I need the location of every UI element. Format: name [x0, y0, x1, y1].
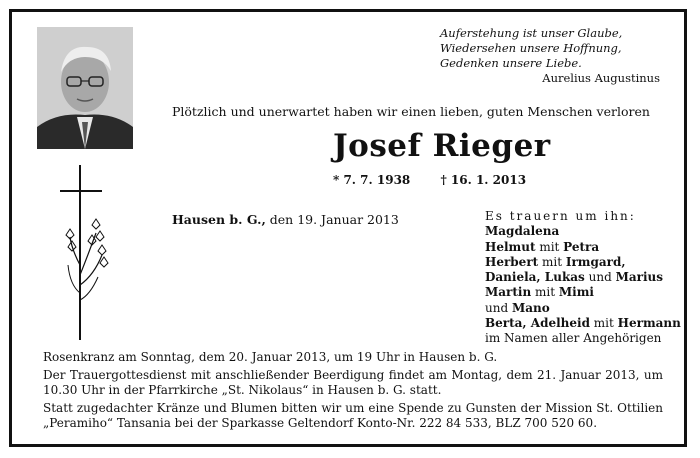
mourner-line [485, 285, 681, 300]
quote-line: Wiedersehen unsere Hoffnung, [440, 41, 622, 55]
mourner-line [485, 331, 681, 346]
service-notes [43, 350, 663, 434]
intro-text: Plötzlich und unerwartet haben wir einen lieben, guten Menschen verloren [172, 104, 650, 119]
mourner-text: Irmgard, [565, 254, 626, 269]
mourner-line [485, 270, 681, 285]
portrait-photo [37, 27, 133, 149]
life-dates [333, 173, 552, 187]
donation-note: Statt zugedachter Kränze und Blumen bitten wir um eine Spende zu Gunsten der Mission St. Ottilien „Peramiho“ Tansania bei der Sparkasse Geltendorf Konto-Nr. 222 84 533, BLZ 700 520 60. [43, 401, 663, 430]
mourners-list [485, 209, 681, 347]
mourner-text: Herbert [485, 254, 539, 269]
death-date: † 16. 1. 2013 [440, 173, 527, 187]
deceased-name: Josef Rieger [333, 128, 551, 164]
mourner-text: Helmut [485, 239, 536, 254]
quote-line: Auferstehung ist unser Glaube, [440, 26, 623, 40]
place-name: Hausen b. G., [172, 212, 266, 227]
quote-line: Gedenken unsere Liebe. [440, 56, 582, 70]
mourner-text: Petra [563, 239, 600, 254]
mourner-line [485, 301, 681, 316]
mourner-line [485, 255, 681, 270]
mourner-text: und [584, 270, 616, 285]
mourners-header: Es trauern um ihn: [485, 209, 636, 223]
mourner-text: mit [538, 254, 566, 269]
birth-date: * 7. 7. 1938 [333, 173, 411, 187]
quote-author: Aurelius Augustinus [542, 71, 660, 85]
cross-with-wheat-icon [58, 165, 118, 340]
mourner-text: Martin [485, 285, 532, 300]
mourner-text: Hermann [617, 316, 681, 331]
mourner-text: Mano [511, 300, 550, 315]
notice-date: den 19. Januar 2013 [265, 212, 399, 227]
mourner-text: und [485, 300, 512, 315]
epitaph-quote [440, 26, 660, 86]
place-and-date [172, 212, 399, 227]
mourner-text: im Namen aller Angehörigen [485, 331, 662, 346]
mourner-text: Daniela, Lukas [485, 270, 585, 285]
mourner-text: mit [589, 316, 618, 331]
mourner-text: Magdalena [485, 224, 560, 239]
mourner-text: Marius [615, 270, 663, 285]
mourner-line [485, 240, 681, 255]
rosary-note: Rosenkranz am Sonntag, dem 20. Januar 2013, um 19 Uhr in Hausen b. G. [43, 350, 498, 364]
mourner-text: mit [531, 285, 559, 300]
mourner-text: Mimi [558, 285, 594, 300]
funeral-note: Der Trauergottesdienst mit anschließender Beerdigung findet am Montag, dem 21. Januar 2013, um 10.30 Uhr in der Pfarrkirche „St. Nikolaus“ in Hausen b. G. statt. [43, 368, 663, 397]
mourner-line [485, 316, 681, 331]
mourner-line [485, 224, 681, 239]
mourner-text: mit [535, 239, 564, 254]
mourner-text: Berta, Adelheid [485, 316, 590, 331]
